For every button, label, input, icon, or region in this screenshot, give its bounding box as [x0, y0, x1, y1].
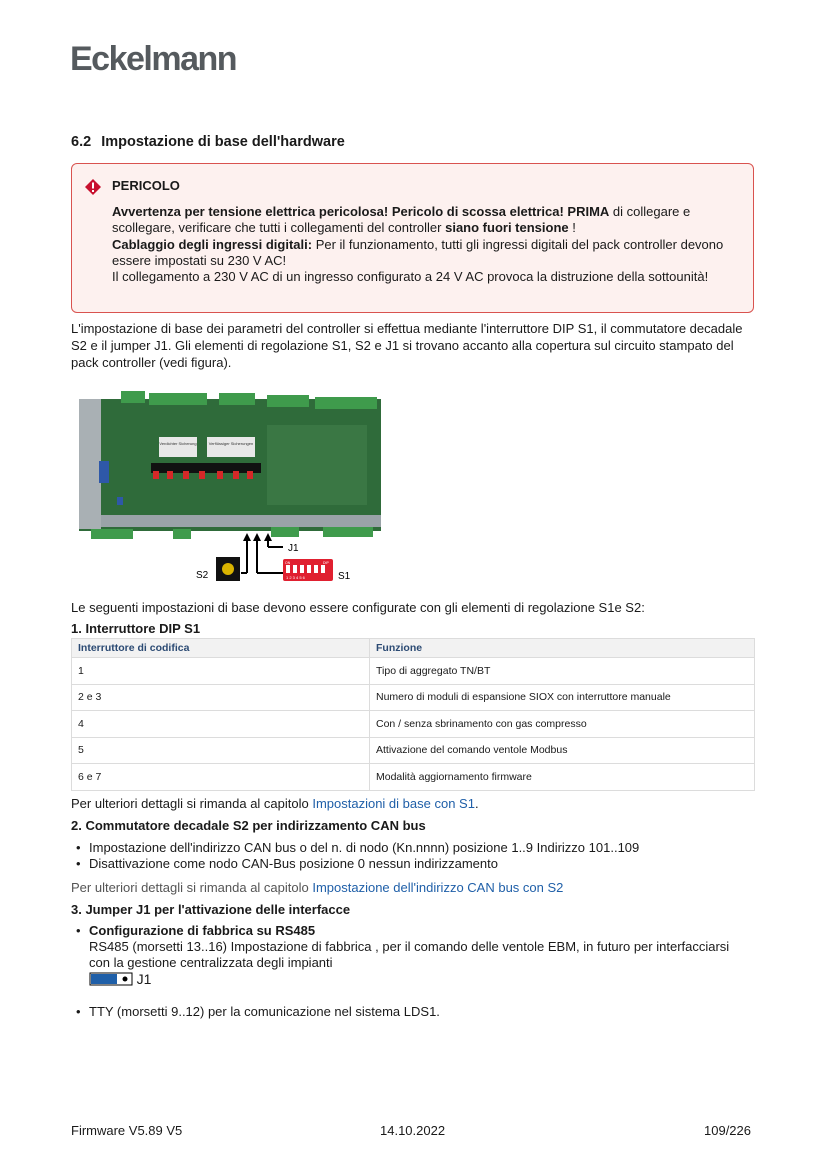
cell-switch: 1 [72, 658, 370, 685]
table-row [72, 684, 755, 711]
top-connector [219, 393, 255, 405]
dip-heading: 1. Interruttore DIP S1 [71, 621, 201, 636]
danger-box [71, 163, 754, 313]
label-s1: S1 [338, 571, 351, 582]
s2-more-prefix: Per ulteriori dettagli si rimanda al capitolo [71, 880, 313, 895]
section-title [71, 134, 345, 150]
settings-intro: Le seguenti impostazioni di base devono essere configurate con gli elementi di regolazione S1e S2: [71, 600, 645, 615]
footer-page-number: 109/226 [704, 1123, 751, 1138]
danger-line2-rest: Per il funzionamento, tutti gli ingressi digitali del pack controller devono essere impostati su 230 V AC! [112, 236, 724, 268]
controller-figure [71, 385, 384, 585]
danger-line1-bold: Avvertenza per tensione elettrica pericolosa! Pericolo di scossa elettrica! PRIMA [112, 204, 610, 219]
footer-firmware: Firmware V5.89 V5 [71, 1123, 183, 1138]
j1-item1-text: RS485 (morsetti 13..16) Impostazione di fabbrica , per il comando delle ventole EBM, in futuro per interfacciarsi con la gestione centralizzata degli impianti [89, 939, 730, 970]
danger-line1-bold2: siano fuori tensione [445, 220, 569, 236]
danger-title: PERICOLO [112, 178, 180, 193]
cell-switch: 5 [72, 737, 370, 764]
j1-list [71, 923, 731, 1020]
s2-heading: 2. Commutatore decadale S2 per indirizzamento CAN bus [71, 818, 426, 833]
cell-function: Con / senza sbrinamento con gas compresso [370, 711, 755, 738]
pcb-label-a: Verdichter Sicherung [159, 441, 197, 446]
top-connector [149, 393, 207, 405]
j1-item1-title: Configurazione di fabbrica su RS485 [89, 923, 316, 938]
dip-label-text: DIP [323, 561, 329, 565]
section-title-text: Impostazione di base dell'hardware [101, 134, 345, 150]
table-row [72, 764, 755, 791]
bottom-connector [91, 529, 133, 539]
danger-icon [84, 178, 102, 196]
cell-function: Numero di moduli di espansione SIOX con interruttore manuale [370, 684, 755, 711]
company-logo: Eckelmann [70, 40, 237, 78]
dip-more-info [71, 795, 479, 812]
bottom-connector [323, 527, 373, 537]
dip-more-prefix: Per ulteriori dettagli si rimanda al capitolo [71, 796, 313, 811]
danger-line3: Il collegamento a 230 V AC di un ingresso configurato a 24 V AC provoca la distruzione della sottounità! [112, 269, 709, 285]
list-item: • Disattivazione come nodo CAN-Bus posizione 0 nessun indirizzamento [71, 856, 639, 872]
danger-line2-bold: Cablaggio degli ingressi digitali: [112, 236, 313, 252]
jumper-icon [89, 972, 133, 990]
cell-function: Tipo di aggregato TN/BT [370, 658, 755, 685]
cell-switch: 4 [72, 711, 370, 738]
list-item: • Impostazione dell'indirizzo CAN bus o del n. di nodo (Kn.nnnn) posizione 1..9 Indirizzo 101..109 [71, 840, 639, 856]
j1-heading: 3. Jumper J1 per l'attivazione delle interfacce [71, 902, 351, 917]
table-row [72, 658, 755, 685]
dip-numbers: 1 2 3 4 5 6 [286, 575, 305, 580]
cell-switch: 6 e 7 [72, 764, 370, 791]
dip-table [71, 638, 755, 791]
label-j1: J1 [288, 543, 299, 554]
cell-switch: 2 e 3 [72, 684, 370, 711]
footer-date: 14.10.2022 [380, 1123, 446, 1138]
danger-body [112, 204, 742, 285]
intro-paragraph: L'impostazione di base dei parametri del controller si effettua mediante l'interruttore DIP S1, il commutatore decadale S2 e il jumper J1. Gli elementi di regolazione S1, S2 e J1 si trovano accanto alla copertura sul circuito stampato del pack controller (vedi figura). [71, 321, 743, 370]
danger-line1-end: ! [568, 220, 576, 236]
s2-more-info [71, 879, 563, 896]
jumper-label: J1 [136, 971, 152, 987]
cell-function: Attivazione del comando ventole Modbus [370, 737, 755, 764]
col-header-function: Funzione [370, 639, 755, 658]
top-connector [121, 391, 145, 403]
link-s2-can-address[interactable]: Impostazione dell'indirizzo CAN bus con S2 [312, 880, 564, 895]
list-item: • TTY (morsetti 9..12) per la comunicazione nel sistema LDS1. [71, 1004, 731, 1020]
s2-list [71, 840, 639, 872]
table-header-row [72, 639, 755, 658]
section-number: 6.2 [71, 134, 92, 150]
cell-function: Modalità aggiornamento firmware [370, 764, 755, 791]
table-row [72, 711, 755, 738]
danger-line1-rest: di collegare e scollegare, verificare che tutti i collegamenti del controller [112, 204, 691, 236]
list-item [71, 923, 731, 990]
col-header-switch: Interruttore di codifica [72, 639, 370, 658]
bottom-connector [271, 527, 299, 537]
top-connector [315, 397, 377, 409]
label-s2: S2 [196, 570, 209, 581]
table-row [72, 737, 755, 764]
link-s1-settings[interactable]: Impostazioni di base con S1 [312, 796, 475, 811]
bottom-connector [173, 529, 191, 539]
dip-on-text: ON [285, 561, 291, 565]
top-connector [267, 395, 309, 407]
pcb-label-b: Verflüssiger Sicherungen [208, 441, 254, 446]
dip-more-suffix: . [474, 796, 479, 811]
